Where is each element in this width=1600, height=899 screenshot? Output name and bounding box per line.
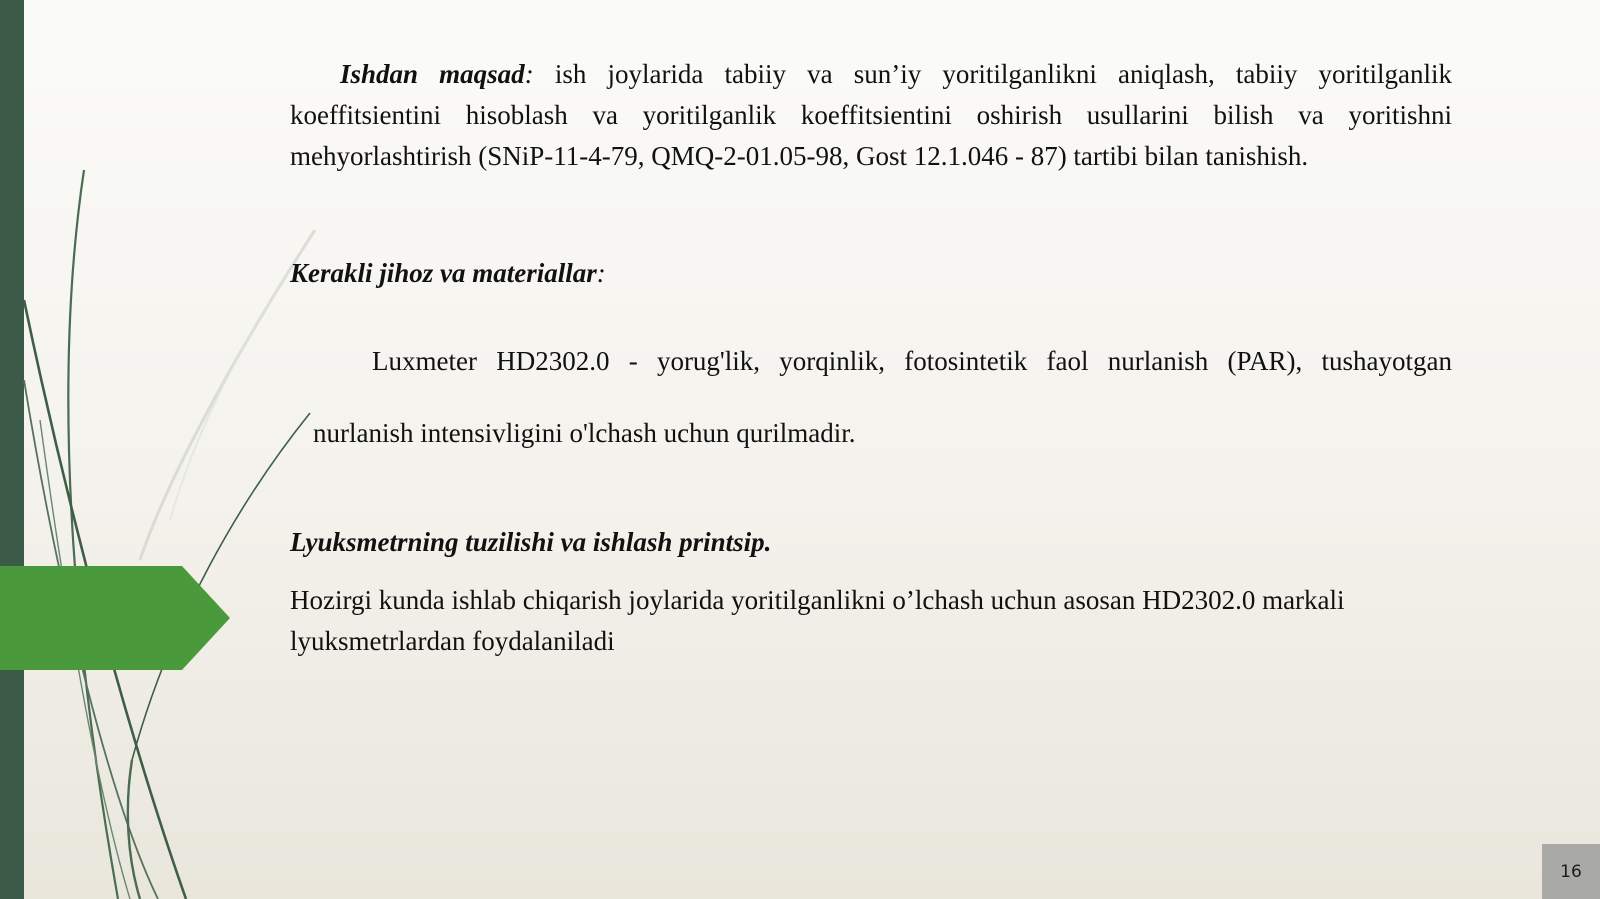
equipment-line-1: Luxmeter HD2302.0 - yorug'lik, yorqinlik, fotosintetik faol nurlanish (PAR), tushayotgan — [372, 346, 1452, 376]
grass-decoration-icon — [0, 0, 330, 899]
goal-paragraph — [290, 54, 1452, 177]
arrow-tab-shape — [0, 566, 230, 670]
equipment-heading — [290, 253, 606, 294]
equipment-heading-text: Kerakli jihoz va materiallar — [290, 258, 597, 288]
page-number: 16 — [1560, 861, 1582, 882]
equipment-heading-colon: : — [596, 258, 606, 288]
goal-colon: : — [524, 59, 534, 89]
goal-text: ish joylarida tabiiy va sun’iy yoritilganlikni aniqlash, tabiiy yoritilganlik koeffitsientini hisoblash va yoritilganlik koeffitsientini oshirish usullarini bilish va yoritishni mehyorlashtirish (SNiP-11-4-79, QMQ-2-01.05-98, Gost 12.1.046 - 87) tartibi bilan tanishish. — [290, 59, 1452, 171]
page-number-badge — [1542, 844, 1600, 899]
structure-heading: Lyuksmetrning tuzilishi va ishlash printsip. — [290, 527, 772, 557]
goal-label: Ishdan maqsad — [340, 59, 525, 89]
structure-paragraph: Hozirgi kunda ishlab chiqarish joylarida yoritilganlikni o’lchash uchun asosan HD2302.0 markali lyuksmetrlardan foydalaniladi — [290, 585, 1345, 656]
equipment-line-2: nurlanish intensivligini o'lchash uchun qurilmadir. — [313, 418, 856, 448]
